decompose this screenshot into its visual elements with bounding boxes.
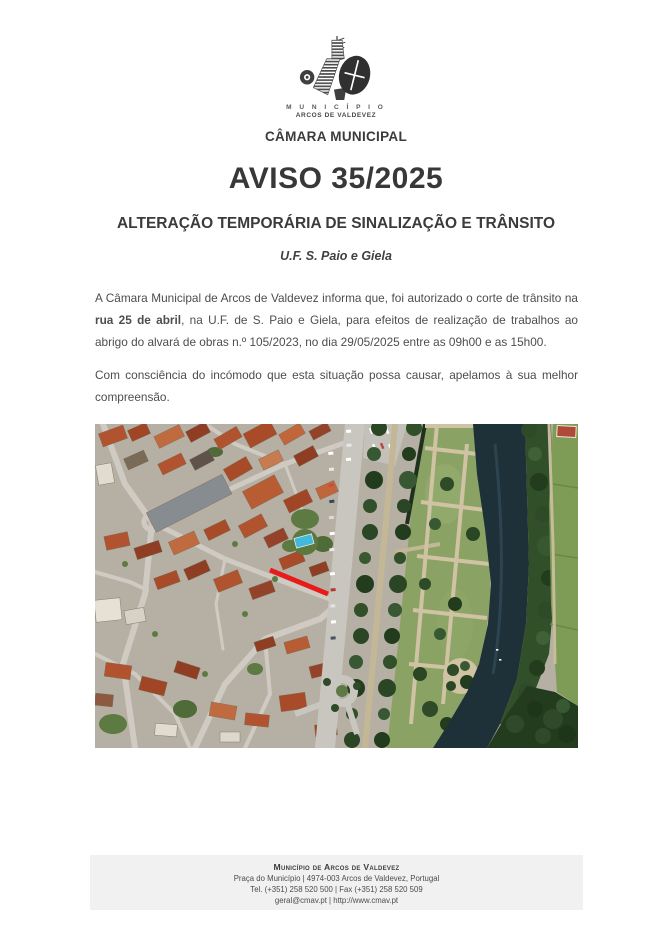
municipality-logo	[0, 36, 672, 119]
notice-title: AVISO 35/2025	[228, 162, 444, 195]
notice-subtitle: ALTERAÇÃO TEMPORÁRIA DE SINALIZAÇÃO E TRÂNSITO	[116, 215, 556, 232]
crest-icon	[292, 36, 380, 102]
paragraph-1-text-before: A Câmara Municipal de Arcos de Valdevez informa que, foi autorizado o corte de trânsito na	[95, 291, 578, 305]
footer-address: Praça do Município | 4974-003 Arcos de Valdevez, Portugal	[233, 874, 440, 883]
notice-location: U.F. S. Paio e Giela	[280, 249, 392, 263]
footer-email-website: geral@cmav.pt | http://www.cmav.pt	[274, 896, 399, 905]
logo-text-arcos: ARCOS DE VALDEVEZ	[295, 112, 377, 119]
paragraph-1-text-after: , na U.F. de S. Paio e Giela, para efeitos de realização de trabalhos ao abrigo do alvará de obras n.º 105/2023, no dia 29/05/2025 entre as 09h00 e as 15h00.	[95, 313, 578, 349]
paragraph-1	[95, 287, 578, 353]
aerial-map	[95, 424, 578, 748]
footer-phone-fax: Tel. (+351) 258 520 500 | Fax (+351) 258 520 509	[250, 885, 423, 894]
paragraph-2: Com consciência do incómodo que esta situação possa causar, apelamos à sua melhor compreensão.	[95, 368, 578, 404]
footer-municipality: Município de Arcos de Valdevez	[273, 862, 400, 872]
logo-text-municipio: M U N I C Í P I O	[286, 104, 386, 111]
paragraph-1-bold-street: rua 25 de abril	[95, 313, 182, 327]
aerial-map-image	[95, 424, 578, 748]
organization-title: CÂMARA MUNICIPAL	[264, 129, 408, 144]
footer	[90, 855, 583, 910]
